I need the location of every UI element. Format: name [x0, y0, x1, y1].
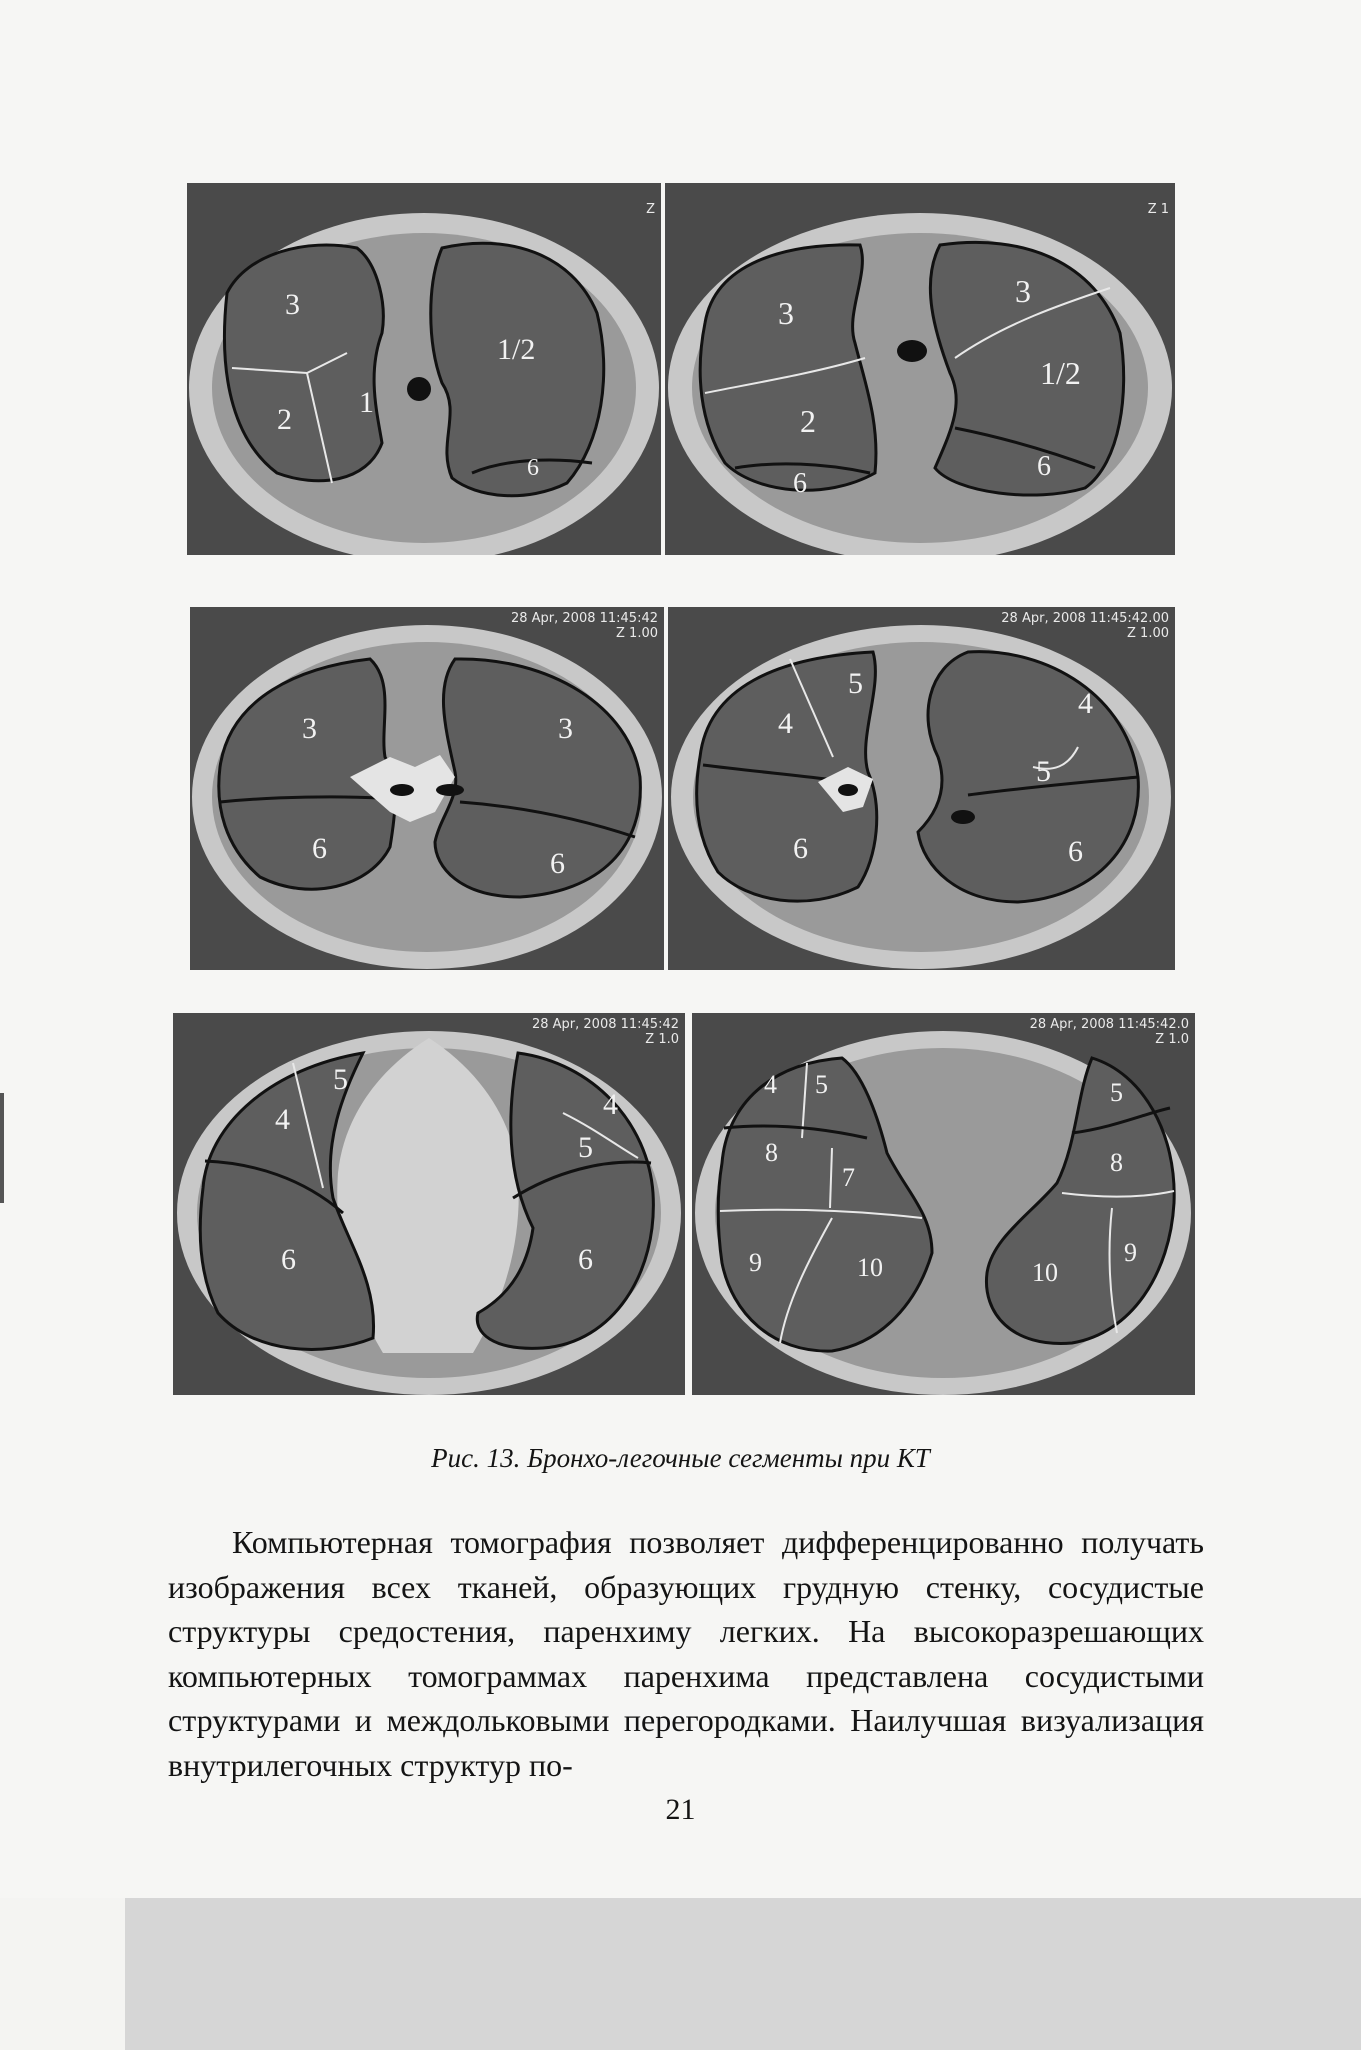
segment-label: 8 — [765, 1138, 778, 1167]
segment-label: 1 — [359, 386, 374, 419]
segment-label: 3 — [558, 712, 573, 745]
segment-label: 6 — [793, 832, 808, 865]
segment-label: 9 — [1124, 1238, 1137, 1267]
ct-panel-6-stamp: 28 Apr, 2008 11:45:42.0 Z 1.0 — [1029, 1017, 1189, 1047]
segment-label: 5 — [1110, 1078, 1123, 1107]
segment-label: 10 — [857, 1253, 883, 1282]
ct-panel-4 — [668, 607, 1175, 970]
segment-label: 8 — [1110, 1148, 1123, 1177]
segment-label: 6 — [281, 1243, 296, 1276]
ct-panel-4-stamp: 28 Apr, 2008 11:45:42.00 Z 1.00 — [1001, 611, 1169, 641]
segment-label: 6 — [1068, 835, 1083, 868]
ct-panel-5-image — [173, 1013, 685, 1395]
ct-panel-1 — [187, 183, 661, 555]
ct-panel-4-image — [668, 607, 1175, 970]
segment-label: 6 — [793, 468, 807, 499]
segment-label: 3 — [285, 288, 300, 321]
segment-label: 9 — [749, 1248, 762, 1277]
ct-panel-5-stamp: 28 Apr, 2008 11:45:42 Z 1.0 — [531, 1017, 679, 1047]
ct-panel-2 — [665, 183, 1175, 555]
segment-label: 5 — [815, 1070, 828, 1099]
segment-label: 5 — [333, 1063, 348, 1096]
ct-panel-1-image — [187, 183, 661, 555]
segment-label: 2 — [800, 403, 816, 439]
segment-label: 4 — [603, 1088, 618, 1121]
segment-label: 5 — [578, 1131, 593, 1164]
segment-label: 4 — [764, 1070, 777, 1099]
ct-panel-3 — [190, 607, 664, 970]
ct-panel-6 — [692, 1013, 1195, 1395]
segment-label: 6 — [527, 455, 539, 481]
segment-label: 2 — [277, 403, 292, 436]
ct-panel-1-stamp: Z — [646, 202, 655, 217]
segment-label: 3 — [302, 712, 317, 745]
segment-label: 5 — [1036, 755, 1051, 788]
ct-panel-5 — [173, 1013, 685, 1395]
scan-footer-band — [125, 1898, 1361, 2050]
segment-label: 6 — [312, 832, 327, 865]
figure-caption: Рис. 13. Бронхо-легочные сегменты при КТ — [431, 1443, 930, 1473]
segment-label: 6 — [550, 847, 565, 880]
segment-label: 10 — [1032, 1258, 1058, 1287]
ct-panel-3-image — [190, 607, 664, 970]
segment-label: 4 — [275, 1103, 290, 1136]
segment-label: 3 — [1015, 273, 1031, 309]
segment-label: 3 — [778, 295, 794, 331]
page-number: 21 — [665, 1793, 696, 1826]
segment-label: 6 — [578, 1243, 593, 1276]
ct-panel-2-image — [665, 183, 1175, 555]
segment-label: 5 — [848, 667, 863, 700]
segment-label: 6 — [1037, 451, 1051, 482]
segment-label: 1/2 — [1040, 355, 1081, 391]
ct-panel-3-stamp: 28 Apr, 2008 11:45:42 Z 1.00 — [510, 611, 658, 641]
body-paragraph: Компьютерная томография позволяет дифференцированно получать изображения всех тканей, образующих грудную стенку, сосудистые структуры средостения, паренхиму легких. На высокоразрешающих компьютерных томограммах паренхима представлена сосудистыми структурами и междольковыми перегородками. Наилучшая визуализация внутрилегочных структур по- — [168, 1524, 1204, 1783]
segment-label: 1/2 — [497, 333, 536, 366]
segment-label: 4 — [778, 707, 793, 740]
segment-label: 4 — [1078, 687, 1093, 720]
segment-label: 7 — [842, 1163, 855, 1192]
ct-panel-2-stamp: Z 1 — [1147, 202, 1169, 217]
body-text — [168, 1520, 1204, 1787]
